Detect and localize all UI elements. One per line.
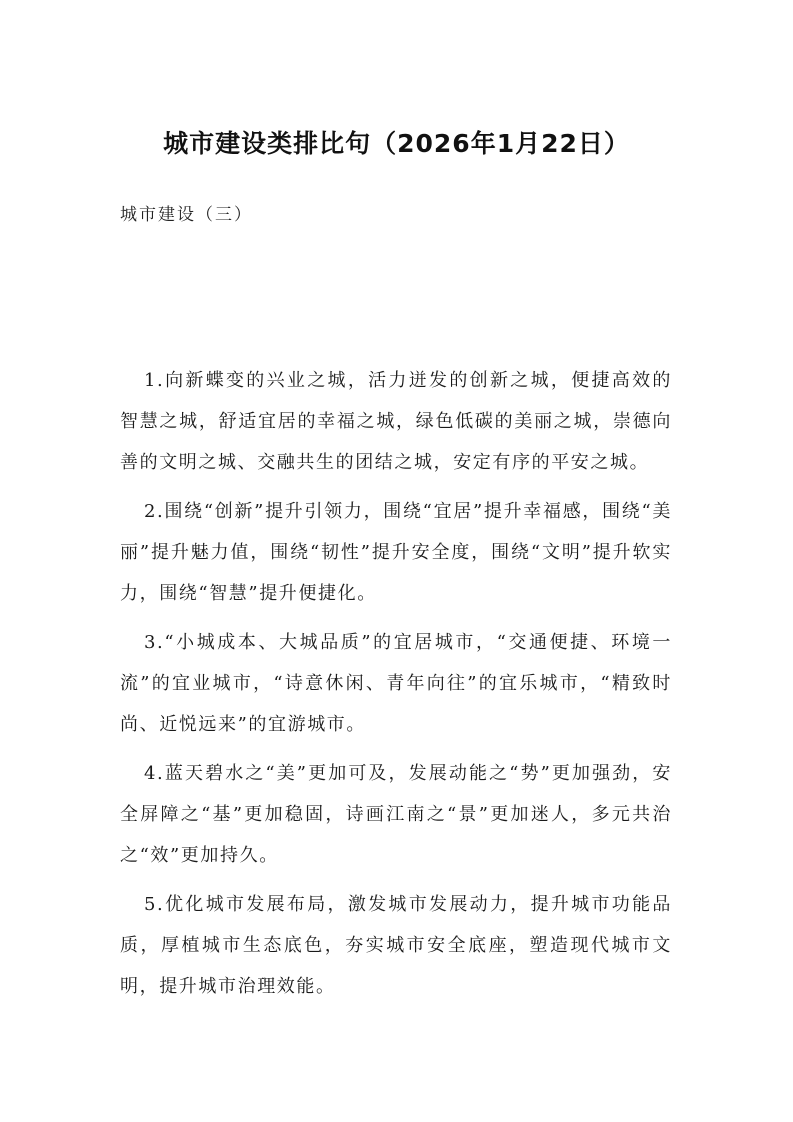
document-body: [120, 360, 672, 1015]
paragraph-2: 2.围绕“创新”提升引领力，围绕“宜居”提升幸福感，围绕“美丽”提升魅力值，围绕“韧性”提升安全度，围绕“文明”提升软实力，围绕“智慧”提升便捷化。: [120, 501, 672, 604]
paragraph-3: 3.“小城成本、大城品质”的宜居城市，“交通便捷、环境一流”的宜业城市，“诗意休闲、青年向往”的宜乐城市，“精致时尚、近悦远来”的宜游城市。: [120, 632, 672, 735]
section-subtitle: 城市建设（三）: [120, 205, 253, 225]
paragraph-4: 4.蓝天碧水之“美”更加可及，发展动能之“势”更加强劲，安全屏障之“基”更加稳固，诗画江南之“景”更加迷人，多元共治之“效”更加持久。: [120, 763, 672, 866]
paragraph-5: 5.优化城市发展布局，激发城市发展动力，提升城市功能品质，厚植城市生态底色，夯实城市安全底座，塑造现代城市文明，提升城市治理效能。: [120, 894, 672, 997]
document-title: 城市建设类排比句（2026年1月22日）: [163, 129, 630, 158]
paragraph-1: 1.向新蝶变的兴业之城，活力迸发的创新之城，便捷高效的智慧之城，舒适宜居的幸福之城，绿色低碳的美丽之城，崇德向善的文明之城、交融共生的团结之城，安定有序的平安之城。: [120, 370, 672, 473]
